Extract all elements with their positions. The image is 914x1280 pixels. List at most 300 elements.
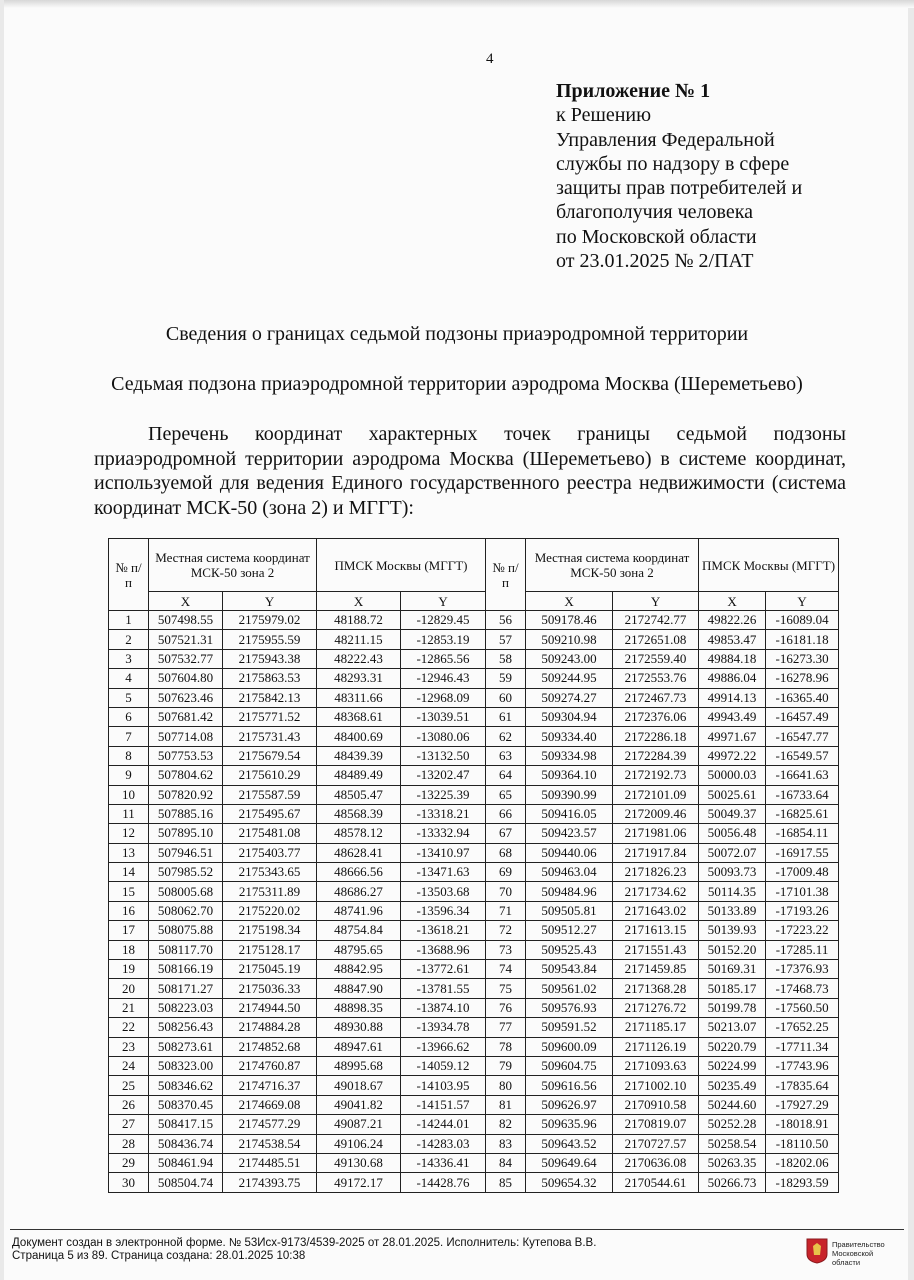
coordinate-cell: 49853.47: [699, 630, 766, 649]
coordinate-cell: -13471.63: [401, 863, 486, 882]
header-number: № п/п: [486, 539, 526, 611]
coordinate-cell: -16917.55: [766, 843, 839, 862]
header-x: X: [149, 592, 223, 611]
header-pmsk: ПМСК Москвы (МГГТ): [317, 539, 486, 592]
row-number-cell: 30: [109, 1173, 149, 1192]
coordinate-cell: 507681.42: [149, 707, 223, 726]
coordinate-cell: -17835.64: [766, 1076, 839, 1095]
coordinate-cell: -14059.12: [401, 1056, 486, 1075]
coordinate-cell: 2174577.29: [223, 1115, 317, 1134]
coordinate-cell: 508062.70: [149, 901, 223, 920]
coordinate-cell: -13202.47: [401, 766, 486, 785]
coordinate-cell: -17285.11: [766, 940, 839, 959]
table-row: [109, 1153, 839, 1172]
coordinate-cell: -17560.50: [766, 998, 839, 1017]
coordinate-cell: 508346.62: [149, 1076, 223, 1095]
row-number-cell: 81: [486, 1095, 526, 1114]
coordinate-cell: 49130.68: [317, 1153, 401, 1172]
coordinate-cell: 509649.64: [526, 1153, 613, 1172]
coordinate-cell: 508323.00: [149, 1056, 223, 1075]
coordinate-cell: 509512.27: [526, 921, 613, 940]
coordinate-cell: -16089.04: [766, 611, 839, 630]
coordinate-cell: 507521.31: [149, 630, 223, 649]
coordinate-cell: 48754.84: [317, 921, 401, 940]
coordinate-cell: -12946.43: [401, 669, 486, 688]
row-number-cell: 62: [486, 727, 526, 746]
coordinate-cell: 2174944.50: [223, 998, 317, 1017]
row-number-cell: 72: [486, 921, 526, 940]
table-row: [109, 863, 839, 882]
coordinate-cell: -14244.01: [401, 1115, 486, 1134]
coordinate-cell: 49041.82: [317, 1095, 401, 1114]
row-number-cell: 69: [486, 863, 526, 882]
coordinate-cell: 49172.17: [317, 1173, 401, 1192]
coordinate-cell: 2170910.58: [613, 1095, 699, 1114]
row-number-cell: 26: [109, 1095, 149, 1114]
appendix-line: от 23.01.2025 № 2/ПАТ: [556, 250, 754, 273]
coordinate-cell: -16547.77: [766, 727, 839, 746]
coordinate-cell: 509423.57: [526, 824, 613, 843]
table-row: [109, 785, 839, 804]
coordinate-cell: -13132.50: [401, 746, 486, 765]
row-number-cell: 16: [109, 901, 149, 920]
coordinate-cell: 50049.37: [699, 804, 766, 823]
row-number-cell: 60: [486, 688, 526, 707]
coordinate-cell: 48995.68: [317, 1056, 401, 1075]
coordinate-cell: -18110.50: [766, 1134, 839, 1153]
coordinate-cell: 2172376.06: [613, 707, 699, 726]
row-number-cell: 14: [109, 863, 149, 882]
coordinate-cell: 507895.10: [149, 824, 223, 843]
coordinate-cell: 2172284.39: [613, 746, 699, 765]
row-number-cell: 15: [109, 882, 149, 901]
coordinate-cell: -13596.34: [401, 901, 486, 920]
coordinate-cell: 50185.17: [699, 979, 766, 998]
coordinate-cell: 48947.61: [317, 1037, 401, 1056]
row-number-cell: 29: [109, 1153, 149, 1172]
coordinate-cell: -18202.06: [766, 1153, 839, 1172]
coordinate-cell: -17468.73: [766, 979, 839, 998]
row-number-cell: 84: [486, 1153, 526, 1172]
row-number-cell: 9: [109, 766, 149, 785]
coordinate-cell: 48400.69: [317, 727, 401, 746]
coordinate-cell: 50000.03: [699, 766, 766, 785]
table-body: [109, 611, 839, 1193]
coordinate-cell: -16825.61: [766, 804, 839, 823]
coordinate-cell: 49822.26: [699, 611, 766, 630]
coordinate-cell: 50025.61: [699, 785, 766, 804]
table-row: [109, 707, 839, 726]
coordinate-cell: 2171643.02: [613, 901, 699, 920]
coordinate-cell: 2175842.13: [223, 688, 317, 707]
coordinate-cell: 2172651.08: [613, 630, 699, 649]
coordinate-cell: -18293.59: [766, 1173, 839, 1192]
row-number-cell: 76: [486, 998, 526, 1017]
coordinate-cell: 2170544.61: [613, 1173, 699, 1192]
coordinate-cell: 49972.22: [699, 746, 766, 765]
row-number-cell: 2: [109, 630, 149, 649]
coordinate-cell: 2171126.19: [613, 1037, 699, 1056]
coordinate-cell: 2175771.52: [223, 707, 317, 726]
coordinate-cell: 48666.56: [317, 863, 401, 882]
coordinate-cell: 2170636.08: [613, 1153, 699, 1172]
coordinate-cell: 2171093.63: [613, 1056, 699, 1075]
coordinate-cell: 2172559.40: [613, 649, 699, 668]
row-number-cell: 3: [109, 649, 149, 668]
row-number-cell: 24: [109, 1056, 149, 1075]
coordinate-cell: -17376.93: [766, 960, 839, 979]
coordinate-cell: 50252.28: [699, 1115, 766, 1134]
coordinate-cell: 508117.70: [149, 940, 223, 959]
coordinate-cell: 48686.27: [317, 882, 401, 901]
coordinate-cell: 509244.95: [526, 669, 613, 688]
coordinate-cell: 49971.67: [699, 727, 766, 746]
coordinate-cell: 507985.52: [149, 863, 223, 882]
coordinate-cell: -17009.48: [766, 863, 839, 882]
coordinate-cell: 48847.90: [317, 979, 401, 998]
coordinate-cell: 2175481.08: [223, 824, 317, 843]
coordinate-cell: 2175943.38: [223, 649, 317, 668]
coordinate-cell: 48628.41: [317, 843, 401, 862]
coordinate-cell: -13332.94: [401, 824, 486, 843]
coordinate-cell: -17711.34: [766, 1037, 839, 1056]
row-number-cell: 28: [109, 1134, 149, 1153]
coordinate-cell: 2172286.18: [613, 727, 699, 746]
coordinate-cell: -14428.76: [401, 1173, 486, 1192]
intro-paragraph: [94, 422, 846, 520]
table-row: [109, 882, 839, 901]
row-number-cell: 5: [109, 688, 149, 707]
coordinate-cell: 48311.66: [317, 688, 401, 707]
coordinate-cell: 49018.67: [317, 1076, 401, 1095]
header-x: X: [317, 592, 401, 611]
row-number-cell: 66: [486, 804, 526, 823]
coordinate-cell: 508436.74: [149, 1134, 223, 1153]
row-number-cell: 61: [486, 707, 526, 726]
table-row: [109, 1173, 839, 1192]
coordinate-cell: 507623.46: [149, 688, 223, 707]
coordinate-cell: 509178.46: [526, 611, 613, 630]
row-number-cell: 82: [486, 1115, 526, 1134]
coordinate-cell: 2175587.59: [223, 785, 317, 804]
coordinate-cell: -16181.18: [766, 630, 839, 649]
row-number-cell: 71: [486, 901, 526, 920]
coordinate-cell: 49943.49: [699, 707, 766, 726]
coordinate-cell: 508166.19: [149, 960, 223, 979]
table-row: [109, 611, 839, 630]
coordinate-cell: 49914.13: [699, 688, 766, 707]
row-number-cell: 21: [109, 998, 149, 1017]
row-number-cell: 10: [109, 785, 149, 804]
coordinate-cell: 507885.16: [149, 804, 223, 823]
coordinate-cell: -13225.39: [401, 785, 486, 804]
coordinate-cell: 509561.02: [526, 979, 613, 998]
row-number-cell: 22: [109, 1018, 149, 1037]
table-row: [109, 727, 839, 746]
table-row: [109, 843, 839, 862]
header-y: Y: [766, 592, 839, 611]
row-number-cell: 13: [109, 843, 149, 862]
row-number-cell: 68: [486, 843, 526, 862]
coordinate-cell: 2171185.17: [613, 1018, 699, 1037]
header-number: № п/п: [109, 539, 149, 611]
header-pmsk: ПМСК Москвы (МГГТ): [699, 539, 839, 592]
coordinate-cell: 508005.68: [149, 882, 223, 901]
appendix-block: [556, 79, 802, 273]
coordinate-cell: 48188.72: [317, 611, 401, 630]
row-number-cell: 83: [486, 1134, 526, 1153]
coordinate-cell: -17927.29: [766, 1095, 839, 1114]
coordinate-cell: -13039.51: [401, 707, 486, 726]
coordinate-cell: 50114.35: [699, 882, 766, 901]
appendix-line: благополучия человека: [556, 201, 754, 224]
coordinate-cell: 2174884.28: [223, 1018, 317, 1037]
coordinate-cell: 2171459.85: [613, 960, 699, 979]
coordinate-cell: -16457.49: [766, 707, 839, 726]
coordinate-cell: 2175036.33: [223, 979, 317, 998]
coordinate-cell: -16854.11: [766, 824, 839, 843]
coordinate-cell: -14336.41: [401, 1153, 486, 1172]
coordinate-cell: 2172101.09: [613, 785, 699, 804]
coordinate-cell: 50213.07: [699, 1018, 766, 1037]
coordinate-cell: 49884.18: [699, 649, 766, 668]
coordinate-cell: 507714.08: [149, 727, 223, 746]
row-number-cell: 79: [486, 1056, 526, 1075]
coordinate-cell: 48211.15: [317, 630, 401, 649]
row-number-cell: 73: [486, 940, 526, 959]
coordinate-cell: 508075.88: [149, 921, 223, 940]
coordinate-cell: -13618.21: [401, 921, 486, 940]
coordinate-cell: 508256.43: [149, 1018, 223, 1037]
table-row: [109, 1095, 839, 1114]
coordinate-cell: 48741.96: [317, 901, 401, 920]
coordinate-cell: 2174538.54: [223, 1134, 317, 1153]
coordinate-cell: 509643.52: [526, 1134, 613, 1153]
coordinate-cell: 509416.05: [526, 804, 613, 823]
appendix-line: защиты прав потребителей и: [556, 177, 803, 200]
appendix-line: по Московской области: [556, 225, 757, 248]
header-msk: Местная система координат МСК-50 зона 2: [149, 539, 317, 592]
footer-page-info: Страница 5 из 89. Страница создана: 28.01.2025 10:38: [12, 1250, 306, 1262]
coordinate-cell: 2171826.23: [613, 863, 699, 882]
coordinate-cell: 2175220.02: [223, 901, 317, 920]
row-number-cell: 7: [109, 727, 149, 746]
coordinate-cell: 50093.73: [699, 863, 766, 882]
coordinate-cell: 2175311.89: [223, 882, 317, 901]
table-row: [109, 921, 839, 940]
coordinate-cell: -12865.56: [401, 649, 486, 668]
coordinate-cell: -16273.30: [766, 649, 839, 668]
coordinate-cell: 2174669.08: [223, 1095, 317, 1114]
coordinate-cell: -13318.21: [401, 804, 486, 823]
coordinate-cell: 509274.27: [526, 688, 613, 707]
row-number-cell: 8: [109, 746, 149, 765]
coordinate-cell: 48368.61: [317, 707, 401, 726]
coordinate-cell: 50056.48: [699, 824, 766, 843]
coordinate-cell: 2172742.77: [613, 611, 699, 630]
coordinate-cell: 509390.99: [526, 785, 613, 804]
coordinate-cell: 50220.79: [699, 1037, 766, 1056]
table-row: [109, 1056, 839, 1075]
row-number-cell: 4: [109, 669, 149, 688]
coordinate-cell: 509484.96: [526, 882, 613, 901]
coordinate-cell: 508504.74: [149, 1173, 223, 1192]
row-number-cell: 56: [486, 611, 526, 630]
coordinate-cell: 48489.49: [317, 766, 401, 785]
coordinate-cell: 48842.95: [317, 960, 401, 979]
row-number-cell: 12: [109, 824, 149, 843]
coordinate-cell: -13966.62: [401, 1037, 486, 1056]
coordinate-cell: 507804.62: [149, 766, 223, 785]
coordinate-cell: -16549.57: [766, 746, 839, 765]
coordinate-cell: 508171.27: [149, 979, 223, 998]
header-y: Y: [401, 592, 486, 611]
row-number-cell: 58: [486, 649, 526, 668]
coordinate-cell: 2175495.67: [223, 804, 317, 823]
coordinate-cell: -14151.57: [401, 1095, 486, 1114]
coordinate-cell: 2170819.07: [613, 1115, 699, 1134]
row-number-cell: 85: [486, 1173, 526, 1192]
scan-edge: [4, 0, 914, 8]
coordinate-cell: -17652.25: [766, 1018, 839, 1037]
header-y: Y: [223, 592, 317, 611]
coordinate-cell: 509576.93: [526, 998, 613, 1017]
coordinate-cell: 50224.99: [699, 1056, 766, 1075]
coordinate-cell: 48930.88: [317, 1018, 401, 1037]
coordinate-cell: 509505.81: [526, 901, 613, 920]
coordinate-cell: 2175198.34: [223, 921, 317, 940]
intro-text: Перечень координат характерных точек границы седьмой подзоны приаэродромной территории аэродрома Москва (Шереметьево) в системе координат, используемой для ведения Единого государственного реестра недвижимости (система координат МСК-50 (зона 2) и МГГТ):: [94, 423, 846, 519]
row-number-cell: 75: [486, 979, 526, 998]
coordinate-cell: 2175731.43: [223, 727, 317, 746]
footer-divider: [10, 1229, 904, 1230]
coordinate-cell: -13781.55: [401, 979, 486, 998]
coordinate-cell: 509243.00: [526, 649, 613, 668]
header-x: X: [526, 592, 613, 611]
subsection-heading: Седьмая подзона приаэродромной территории аэродрома Москва (Шереметьево): [111, 373, 803, 395]
table-row: [109, 649, 839, 668]
coordinate-cell: 508223.03: [149, 998, 223, 1017]
coordinate-cell: -14103.95: [401, 1076, 486, 1095]
coordinate-cell: -13874.10: [401, 998, 486, 1017]
table-row: [109, 1037, 839, 1056]
coordinates-table: [108, 538, 839, 1193]
table-row: [109, 630, 839, 649]
row-number-cell: 67: [486, 824, 526, 843]
coordinate-cell: 508273.61: [149, 1037, 223, 1056]
row-number-cell: 1: [109, 611, 149, 630]
coordinate-cell: 509334.40: [526, 727, 613, 746]
coordinate-cell: 508370.45: [149, 1095, 223, 1114]
row-number-cell: 64: [486, 766, 526, 785]
coordinate-cell: 2175045.19: [223, 960, 317, 979]
header-msk: Местная система координат МСК-50 зона 2: [526, 539, 699, 592]
coordinate-cell: 48795.65: [317, 940, 401, 959]
coordinate-cell: 508417.15: [149, 1115, 223, 1134]
coordinate-cell: 48898.35: [317, 998, 401, 1017]
table-row: [109, 688, 839, 707]
coordinate-cell: -13688.96: [401, 940, 486, 959]
moscow-region-emblem-icon: [806, 1238, 828, 1264]
coordinate-cell: -13772.61: [401, 960, 486, 979]
coordinate-cell: 50152.20: [699, 940, 766, 959]
table-row: [109, 1076, 839, 1095]
row-number-cell: 63: [486, 746, 526, 765]
coordinate-cell: 2171002.10: [613, 1076, 699, 1095]
coordinate-cell: 509654.32: [526, 1173, 613, 1192]
table-row: [109, 824, 839, 843]
coordinate-cell: 509210.98: [526, 630, 613, 649]
coordinate-cell: 509600.09: [526, 1037, 613, 1056]
coordinate-cell: 2175343.65: [223, 863, 317, 882]
header-y: Y: [613, 592, 699, 611]
coordinate-cell: 509440.06: [526, 843, 613, 862]
coordinate-cell: 508461.94: [149, 1153, 223, 1172]
coordinate-cell: 509626.97: [526, 1095, 613, 1114]
row-number-cell: 80: [486, 1076, 526, 1095]
coordinate-cell: 48505.47: [317, 785, 401, 804]
footer-doc-info: Документ создан в электронной форме. № 53Исх-9173/4539-2025 от 28.01.2025. Исполнитель: Кутепова В.В.: [12, 1237, 597, 1249]
table-row: [109, 901, 839, 920]
gov-label: Правительство Московской области: [832, 1240, 885, 1267]
coordinate-cell: 2175863.53: [223, 669, 317, 688]
header-x: X: [699, 592, 766, 611]
coordinate-cell: 49886.04: [699, 669, 766, 688]
coordinate-cell: 2172192.73: [613, 766, 699, 785]
coordinate-cell: 50235.49: [699, 1076, 766, 1095]
row-number-cell: 23: [109, 1037, 149, 1056]
coordinate-cell: 509635.96: [526, 1115, 613, 1134]
appendix-title: Приложение № 1: [556, 80, 711, 102]
coordinate-cell: -12829.45: [401, 611, 486, 630]
coordinate-cell: 2171734.62: [613, 882, 699, 901]
coordinate-cell: 509591.52: [526, 1018, 613, 1037]
coordinate-cell: -17223.22: [766, 921, 839, 940]
table-row: [109, 1134, 839, 1153]
coordinate-cell: 509304.94: [526, 707, 613, 726]
coordinate-cell: 509463.04: [526, 863, 613, 882]
coordinate-cell: 507753.53: [149, 746, 223, 765]
table-row: [109, 746, 839, 765]
table-row: [109, 1115, 839, 1134]
coordinate-cell: -16733.64: [766, 785, 839, 804]
coordinate-cell: 509543.84: [526, 960, 613, 979]
coordinate-cell: 507498.55: [149, 611, 223, 630]
coordinate-cell: 2172467.73: [613, 688, 699, 707]
coordinate-cell: -16365.40: [766, 688, 839, 707]
coordinate-cell: 509616.56: [526, 1076, 613, 1095]
coordinate-cell: 509604.75: [526, 1056, 613, 1075]
coordinate-cell: 48578.12: [317, 824, 401, 843]
coordinate-cell: -12968.09: [401, 688, 486, 707]
coordinate-cell: 2174485.51: [223, 1153, 317, 1172]
row-number-cell: 25: [109, 1076, 149, 1095]
coordinate-cell: 509334.98: [526, 746, 613, 765]
row-number-cell: 20: [109, 979, 149, 998]
coordinate-cell: 50258.54: [699, 1134, 766, 1153]
coordinate-cell: 2172553.76: [613, 669, 699, 688]
coordinate-cell: 2171368.28: [613, 979, 699, 998]
coordinate-cell: 507604.80: [149, 669, 223, 688]
table-row: [109, 998, 839, 1017]
table-row: [109, 940, 839, 959]
coordinate-cell: 2172009.46: [613, 804, 699, 823]
coordinate-cell: 48568.39: [317, 804, 401, 823]
coordinate-cell: 48222.43: [317, 649, 401, 668]
coordinate-cell: 2171551.43: [613, 940, 699, 959]
table-row: [109, 979, 839, 998]
coordinate-cell: 2175128.17: [223, 940, 317, 959]
